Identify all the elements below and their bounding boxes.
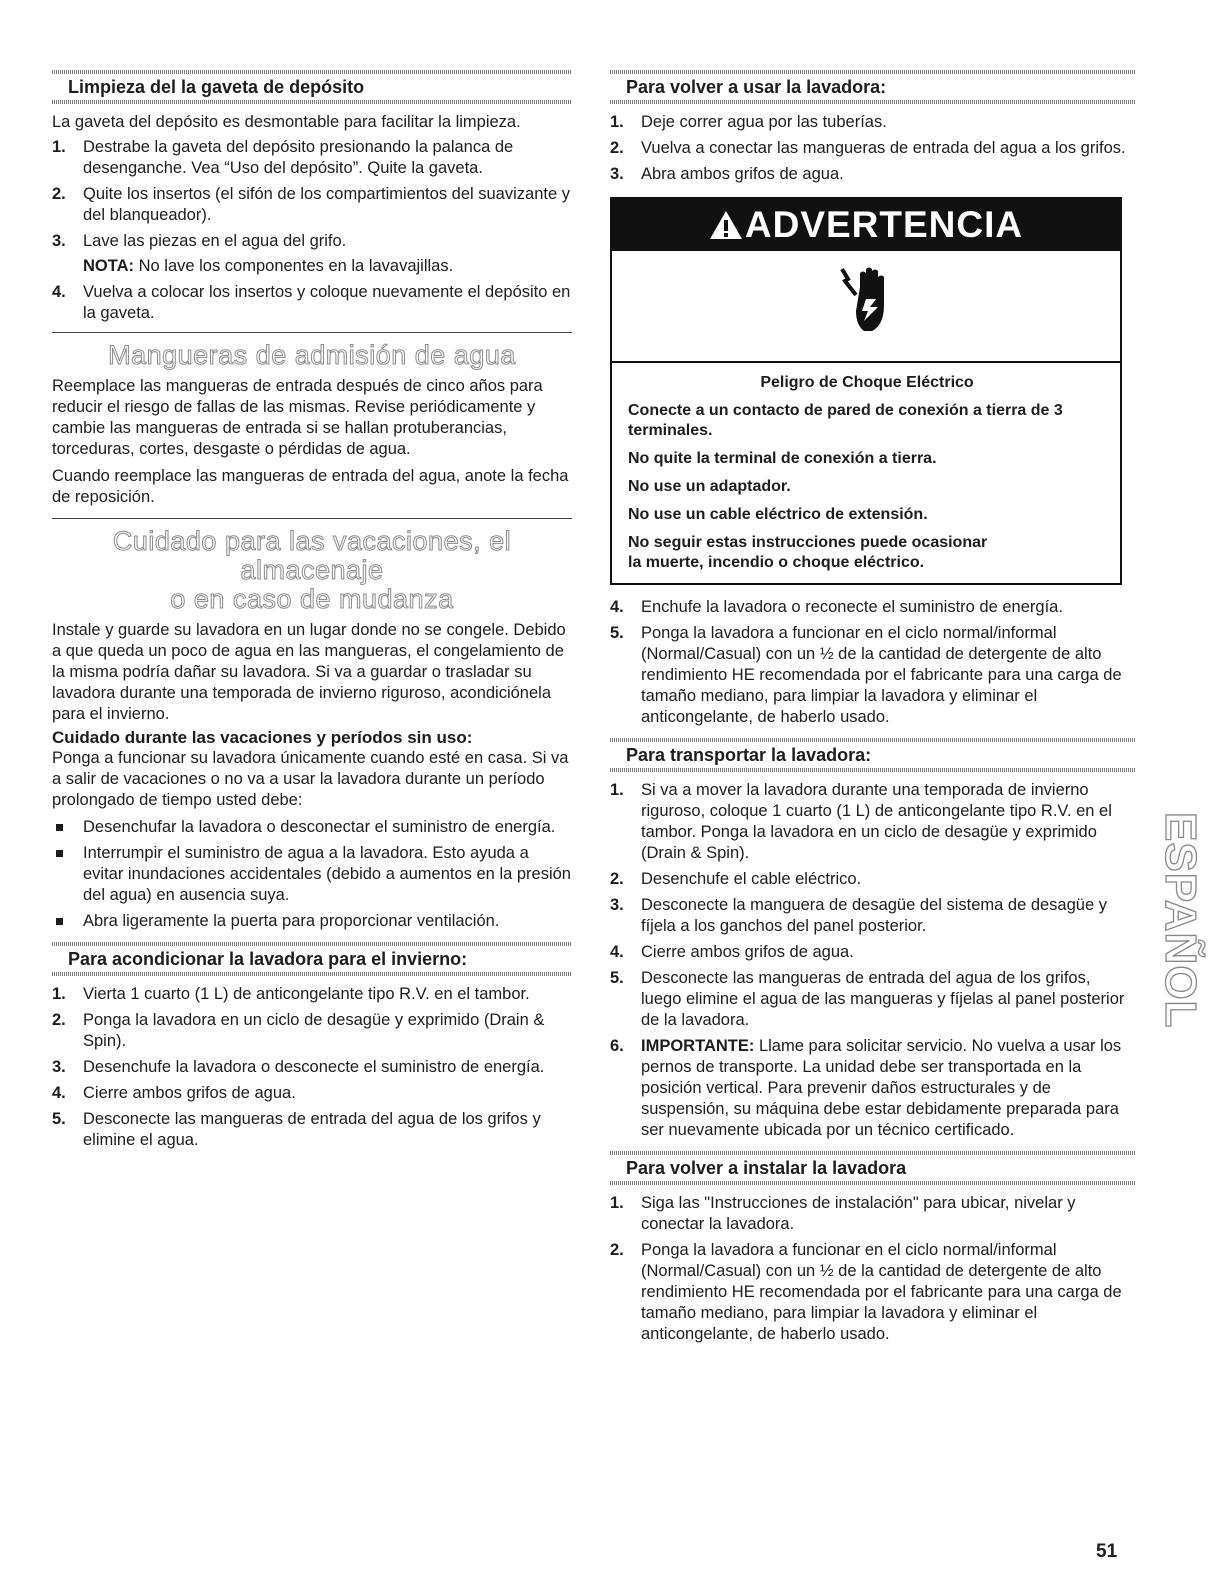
gaveta-steps [52,137,572,324]
list-item: 3. Lave las piezas en el agua del grifo. NOTA: No lave los componentes en la lavavajillas. [52,231,572,277]
section-heading-instalar: Para volver a instalar la lavadora [610,1151,1135,1185]
section-heading-volver: Para volver a usar la lavadora: [610,70,1135,104]
warning-final-2: la muerte, incendio o choque eléctrico. [628,554,925,571]
list-item: 1. Destrabe la gaveta del depósito presionando la palanca de desenganche. Vea “Uso del depósito”. Quite la gaveta. [52,138,514,177]
language-label: ESPAÑOL [1156,812,1205,1029]
list-item: 5. Desconecte las mangueras de entrada del agua de los grifos y elimine el agua. [52,1110,541,1149]
list-item: 2. Vuelva a conectar las mangueras de entrada del agua a los grifos. [610,139,1126,157]
list-item: 4. Enchufe la lavadora o reconecte el suministro de energía. [610,598,1063,616]
transportar-steps [610,780,1135,1141]
mangueras-paragraph-1: Reemplace las mangueras de entrada después de cinco años para reducir el riesgo de fallas de las mismas. Revise periódicamente y cambie las mangueras de entrada si se hallan protuberancias, torceduras, cortes, desgaste o pérdidas de agua. [52,377,543,458]
vacaciones-paragraph: Ponga a funcionar su lavadora únicamente cuando esté en casa. Si va a salir de vacaciones o no va a usar la lavadora durante un período prolongado de tiempo usted debe: [52,749,569,809]
invierno-steps [52,984,572,1151]
vacaciones-heading: Cuidado durante las vacaciones y períodos sin uso: [52,728,473,747]
volver-steps [610,112,1135,185]
list-item: 2. Quite los insertos (el sifón de los compartimientos del suavizante y del blanqueador). [52,185,570,224]
list-item: Abra ligeramente la puerta para proporcionar ventilación. [52,911,572,932]
nota: NOTA: No lave los componentes en la lavavajillas. [83,257,454,275]
list-item: Desenchufar la lavadora o desconectar el suministro de energía. [52,817,572,838]
warning-heading: ADVERTENCIA [744,204,1024,245]
warning-line: No use un adaptador. [628,478,791,495]
list-item: 4. Cierre ambos grifos de agua. [610,943,854,961]
warning-line: Conecte a un contacto de pared de conexión a tierra de 3 terminales. [628,402,1063,439]
section-heading-invierno: Para acondicionar la lavadora para el invierno: [52,942,572,976]
list-item: 2. Desenchufe el cable eléctrico. [610,870,862,888]
list-item: Interrumpir el suministro de agua a la lavadora. Esto ayuda a evitar inundaciones accidentales (debido a aumentos en la presión del agua) en ausencia suya. [52,843,572,906]
warning-line: No use un cable eléctrico de extensión. [628,506,928,523]
warning-body [612,363,1120,583]
warning-header [612,199,1120,251]
list-item: 3. Desconecte la manguera de desagüe del sistema de desagüe y fíjela a los ganchos del panel posterior. [610,896,1107,935]
instalar-steps [610,1193,1135,1345]
divider [52,332,572,333]
section-title-mangueras: Mangueras de admisión de agua [108,340,516,370]
volver-steps-continued [610,597,1135,728]
section-heading-gaveta: Limpieza del la gaveta de depósito [52,70,572,104]
list-item: 1. Deje correr agua por las tuberías. [610,113,887,131]
list-item: 5. Ponga la lavadora a funcionar en el ciclo normal/informal (Normal/Casual) con un ½ de la cantidad de detergente de alto rendimiento HE recomendada por el fabricante para una carga de tamaño mediano, para limpiar la lavadora y eliminar el anticongelante, de haberlo usado. [610,624,1122,726]
list-item: 5. Desconecte las mangueras de entrada del agua de los grifos, luego elimine el agua de las mangueras y fíjelas al panel posterior de la lavadora. [610,969,1125,1029]
page-number: 51 [1096,1541,1118,1562]
warning-icon-area [612,251,1120,363]
list-item: 3. Abra ambos grifos de agua. [610,165,844,183]
list-item: 4. Vuelva a colocar los insertos y coloque nuevamente el depósito en la gaveta. [52,283,571,322]
section-title-cuidado-2: o en caso de mudanza [170,584,454,614]
list-item: 1. Vierta 1 cuarto (1 L) de anticongelante tipo R.V. en el tambor. [52,985,530,1003]
left-column [52,70,572,1156]
hazard-title: Peligro de Choque Eléctrico [760,374,974,391]
electric-shock-hand-icon [834,265,904,345]
section-title-cuidado-1: Cuidado para las vacaciones, el almacenaje [112,526,512,585]
list-item: 1. Siga las "Instrucciones de instalación" para ubicar, nivelar y conectar la lavadora. [610,1194,1076,1233]
cuidado-paragraph: Instale y guarde su lavadora en un lugar donde no se congele. Debido a que queda un poco de agua en las mangueras, el congelamiento de la misma podría dañar su lavadora. Si va a guardar o trasladar su lavadora durante una temporada de invierno riguroso, acondiciónela para el invierno. [52,621,566,723]
list-item: 6. IMPORTANTE: Llame para solicitar servicio. No vuelva a usar los pernos de transporte. La unidad debe ser transportada en la posición vertical. Para prevenir daños estructurales y de suspensión, su máquina debe estar debidamente preparada para ser nuevamente ubicada por un técnico certificado. [610,1037,1122,1139]
list-item: 3. Desenchufe la lavadora o desconecte el suministro de energía. [52,1058,545,1076]
section-heading-transportar: Para transportar la lavadora: [610,738,1135,772]
warning-triangle-icon [709,210,743,240]
list-item: 4. Cierre ambos grifos de agua. [52,1084,296,1102]
vacaciones-bullets [52,817,572,932]
list-item: 2. Ponga la lavadora en un ciclo de desagüe y exprimido (Drain & Spin). [52,1011,545,1050]
right-column [610,70,1135,1350]
list-item: 1. Si va a mover la lavadora durante una temporada de invierno riguroso, coloque 1 cuarto (1 L) de anticongelante tipo R.V. en el tambor. Ponga la lavadora en un ciclo de desagüe y exprimido (Drain & Spin). [610,781,1112,862]
mangueras-paragraph-2: Cuando reemplace las mangueras de entrada del agua, anote la fecha de reposición. [52,467,569,506]
gaveta-intro: La gaveta del depósito es desmontable para facilitar la limpieza. [52,113,521,131]
warning-box [610,197,1122,585]
list-item: 2. Ponga la lavadora a funcionar en el ciclo normal/informal (Normal/Casual) con un ½ de la cantidad de detergente de alto rendimiento HE recomendada por el fabricante para una carga de tamaño mediano, para limpiar la lavadora y eliminar el anticongelante, de haberlo usado. [610,1241,1122,1343]
warning-final-1: No seguir estas instrucciones puede ocasionar [628,534,988,551]
warning-line: No quite la terminal de conexión a tierra. [628,450,937,467]
divider [52,518,572,519]
